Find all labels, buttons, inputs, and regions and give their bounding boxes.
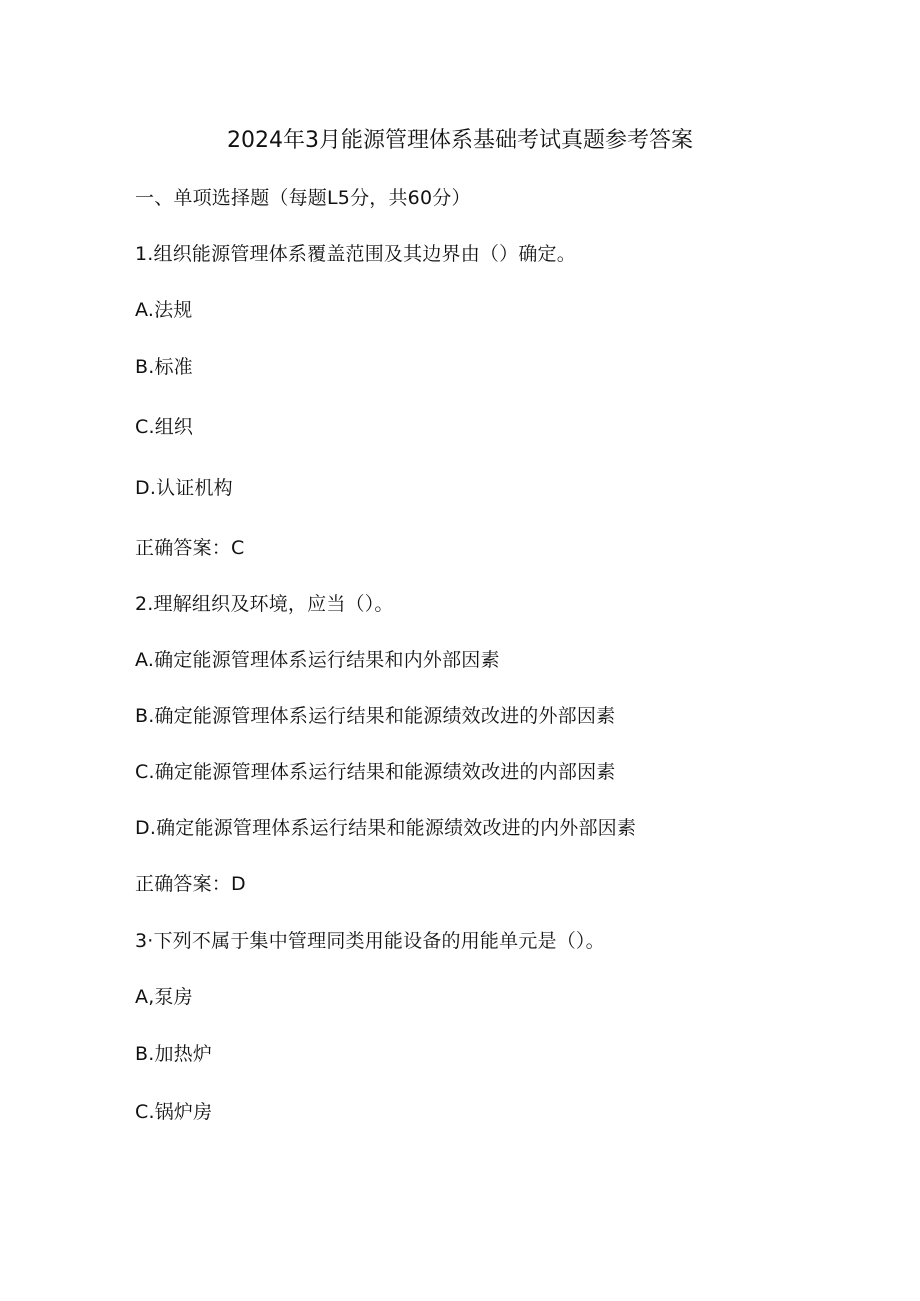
document-title: 2024年3月能源管理体系基础考试真题参考答案 [227, 128, 693, 153]
question-2-stem: 2.理解组织及环境，应当（）。 [135, 593, 394, 615]
question-2-option-c: C.确定能源管理体系运行结果和能源绩效改进的内部因素 [135, 761, 616, 783]
question-2-answer: 正确答案：D [135, 873, 246, 895]
question-3-option-b: B.加热炉 [135, 1043, 213, 1065]
question-3-option-a: A,泵房 [135, 986, 193, 1008]
question-2-option-a: A.确定能源管理体系运行结果和内外部因素 [135, 649, 500, 671]
question-1-option-b: B.标准 [135, 356, 193, 378]
question-3-option-c: C.锅炉房 [135, 1101, 213, 1123]
question-1-option-c: C.组织 [135, 416, 194, 438]
question-1-option-d: D.认证机构 [135, 477, 233, 499]
question-2-option-d: D.确定能源管理体系运行结果和能源绩效改进的内外部因素 [135, 817, 637, 839]
question-3-stem: 3·下列不属于集中管理同类用能设备的用能单元是（）。 [135, 930, 605, 952]
section-heading: 一、单项选择题（每题L5分，共60分） [135, 187, 471, 209]
question-2-option-b: B.确定能源管理体系运行结果和能源绩效改进的外部因素 [135, 705, 616, 727]
question-1-answer: 正确答案：C [135, 537, 245, 559]
question-1-option-a: A.法规 [135, 299, 193, 321]
question-1-stem: 1.组织能源管理体系覆盖范围及其边界由（）确定。 [135, 243, 576, 265]
